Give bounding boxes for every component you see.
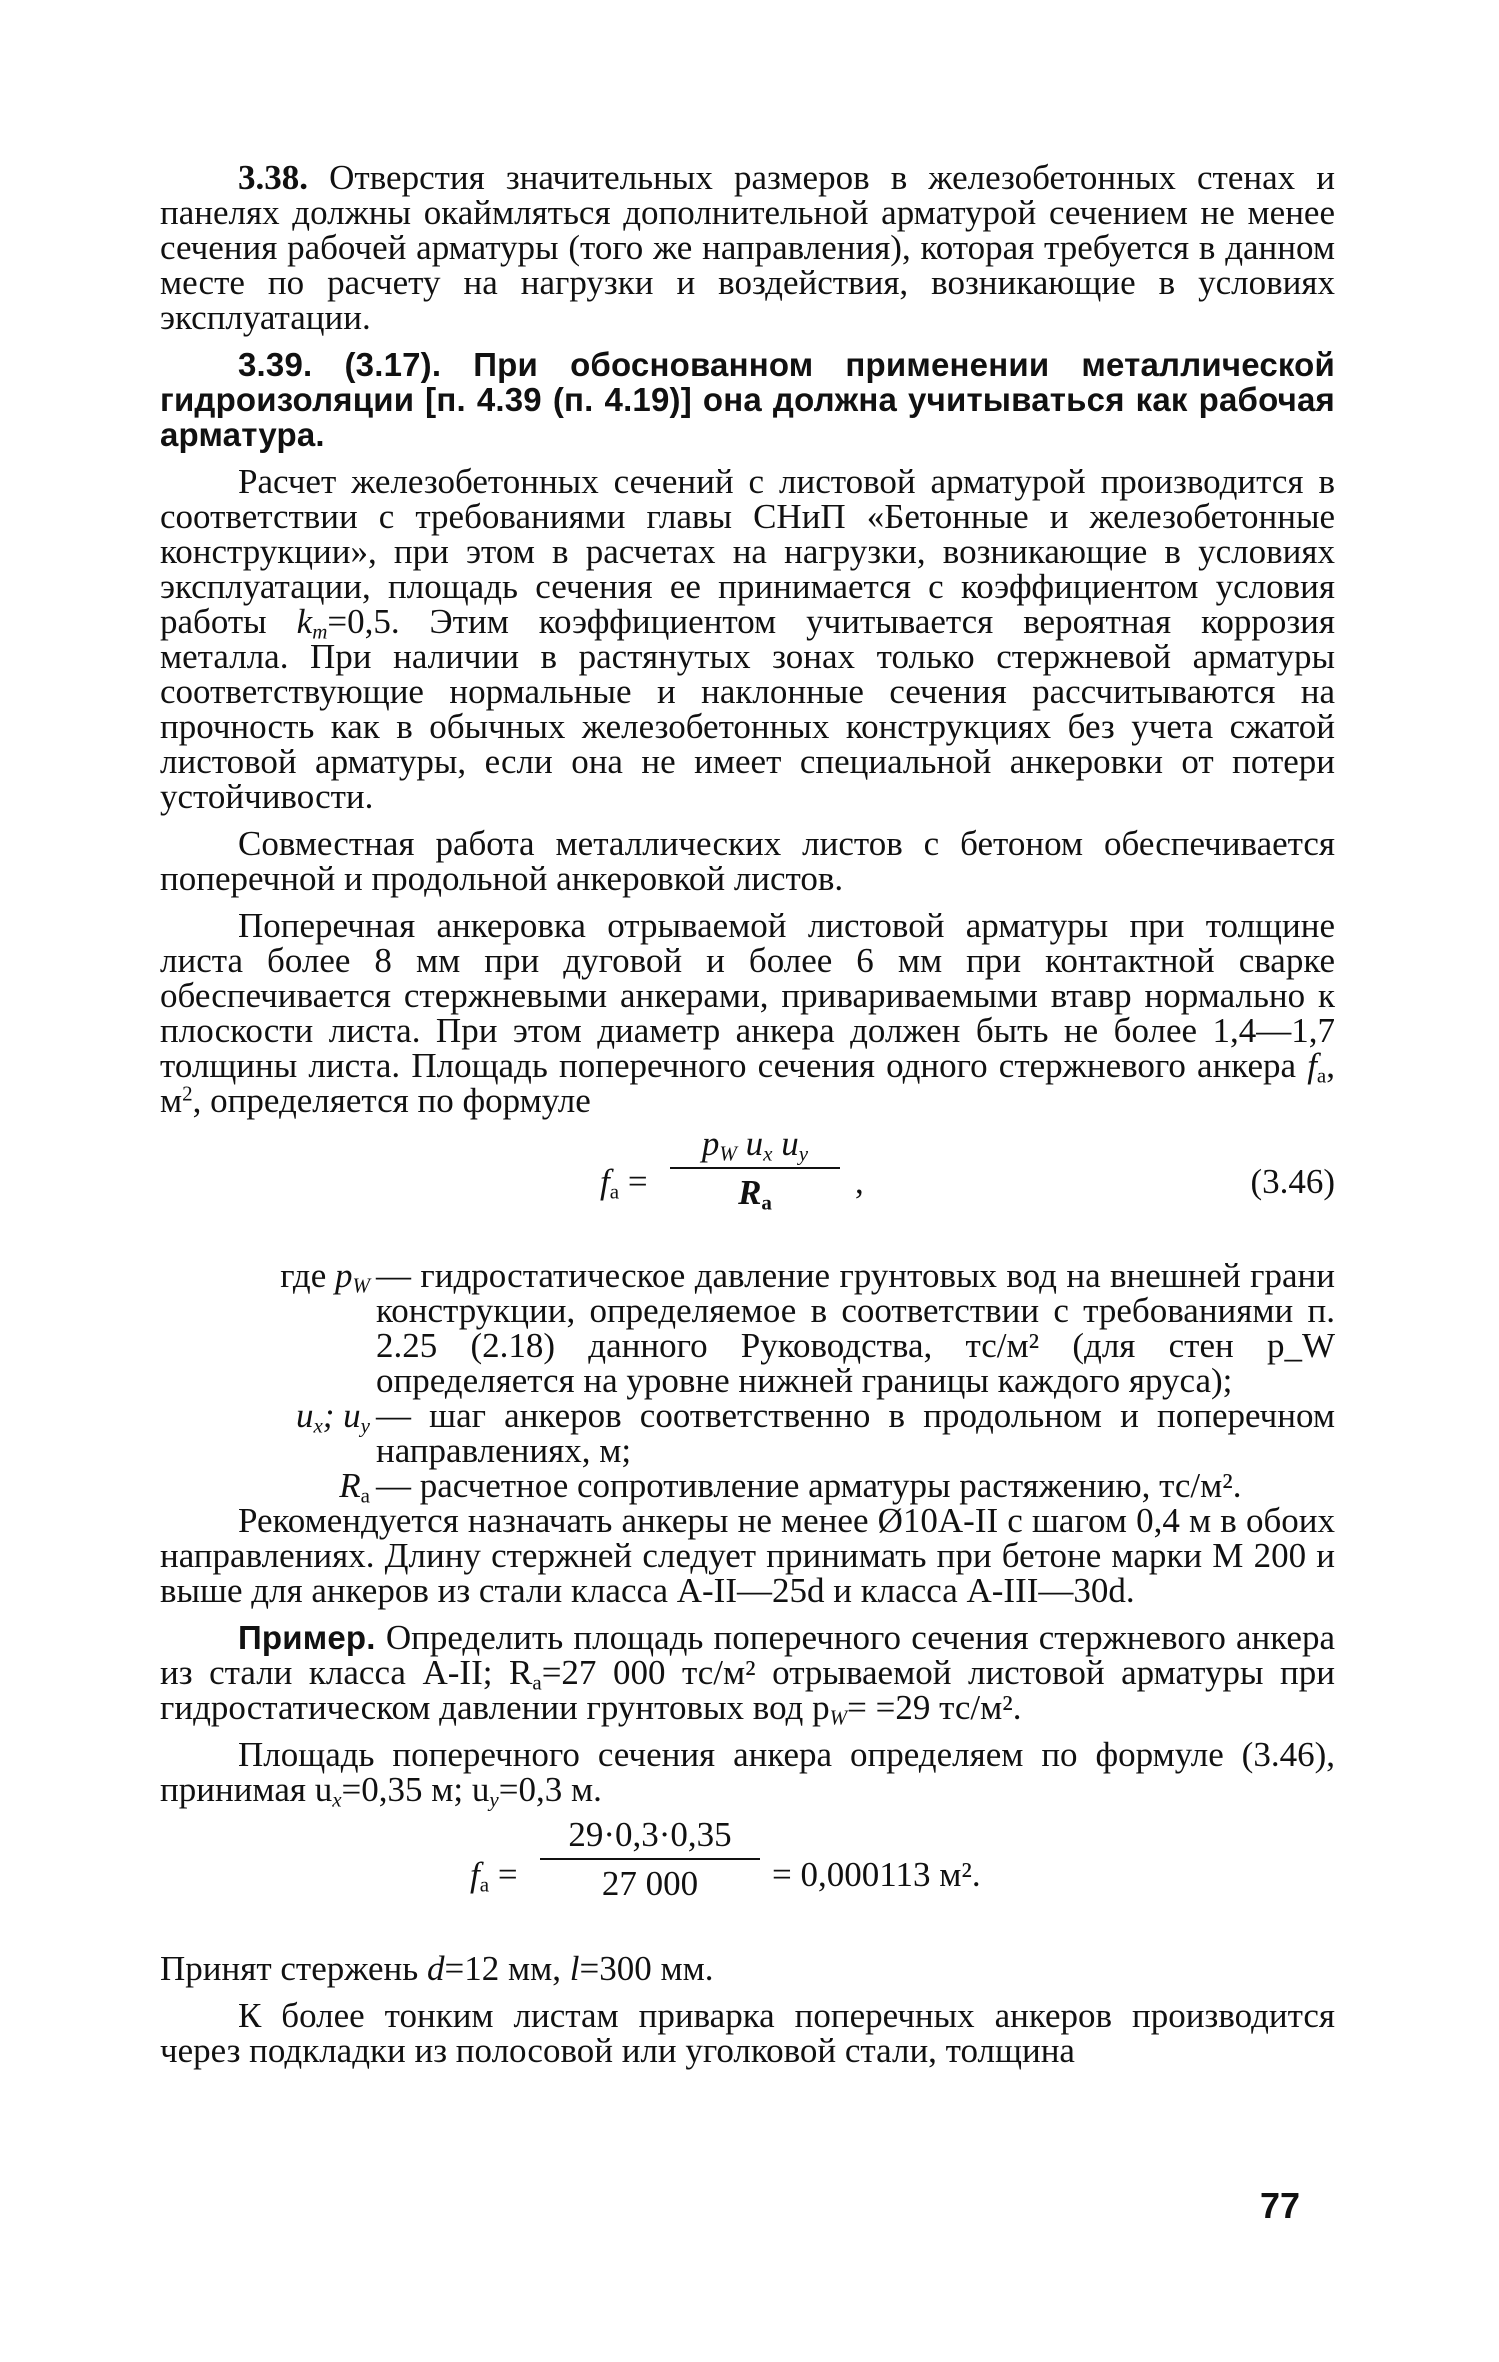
symbol-f: f [470,1855,480,1894]
formula-denominator: 27 000 [601,1864,699,1903]
page-number: 77 [1260,2185,1301,2226]
definition-description: — гидростатическое давление грунтовых вод на внешней грани конструкции, определяемое в соответствии с требованиями п. 2.25 (2.18) данного Руководства, тс/м² (для стен p_W определяется на уровне нижней границы каждого яруса); [376,1256,1335,1400]
symbol-r: R [738,1173,762,1212]
subscript: а [532,1670,542,1695]
symbol-u: ; u [322,1396,361,1435]
symbol-u: u [736,1124,764,1163]
text-fragment: Поперечная анкеровка отрываемой листовой арматуры при толщине листа более 8 мм при дуговой и более 6 мм при контактной сварке обеспечивается стержневыми анкерами, привариваемыми втавр нормально к плоскости листа. При этом диаметр анкера должен быть не более 1,4—1,7 толщины листа. Площадь поперечного сечения одного стержневого анкера [160,906,1335,1085]
definition-ux-uy [160,1398,1335,1468]
definition-term [160,1258,376,1398]
symbol-k: k [296,602,313,641]
text-fragment: Принят стержень [160,1949,427,1988]
formula-denominator [670,1169,840,1215]
subscript: а [479,1872,490,1897]
subscript: W [719,1141,737,1166]
equals-sign: = [627,1162,648,1201]
symbol-p: p [701,1124,720,1163]
subscript: y [360,1413,370,1438]
formula-calculation [160,1817,1335,1937]
text-fragment: = =29 тс/м². [847,1688,1022,1727]
text-fragment: =27 000 тс/м² отрываемой листовой арматуры при гидростатическом давлении грунтовых вод p [160,1653,1335,1727]
text-fragment: , определяется по формуле [192,1081,591,1120]
symbol-f: f [1307,1046,1317,1085]
text-fragment: где [280,1256,335,1295]
symbol-u: u [295,1396,314,1435]
paragraph-text: Отверстия значительных размеров в железобетонных стенах и панелях должны окаймляться дополнительной арматурой сечением не менее сечения рабочей арматуры (того же направления), которая требуется в данном месте по расчету на нагрузки и воздействия, возникающие в условиях эксплуатации. [160,158,1335,337]
paragraph-calculation [160,464,1335,814]
superscript: 2 [182,1081,193,1106]
formula-result: = 0,000113 м². [772,1855,981,1894]
text-fragment: Расчет железобетонных сечений с листовой арматурой производится в соответствии с требованиями главы СНиП «Бетонные и железобетонные конструкции», при этом в расчетах на нагрузки, возникающие в условиях эксплуатации, площадь сечения ее принимается с коэффициентом условия работы [160,462,1335,641]
formula-comma: , [855,1162,864,1201]
formula-3-46 [160,1126,1335,1246]
paragraph-3-39 [160,347,1335,452]
symbol-u: u [772,1124,799,1163]
equation-number: (3.46) [1250,1162,1335,1201]
definition-term [160,1466,376,1508]
subscript: W [829,1705,848,1730]
paragraph-thin-sheets: К более тонким листам приварка поперечных анкеров производится через подкладки из полосовой или уголковой стали, толщина [160,1996,1335,2070]
subscript: W [352,1273,370,1298]
definition-ra [160,1466,1335,1508]
subscript: а [609,1179,620,1204]
formula-numerator [670,1126,840,1167]
paragraph-recommendation: Рекомендуется назначать анкеры не менее Ø10А-II с шагом 0,4 м в обоих направлениях. Длину стержней следует принимать при бетоне марки М 200 и выше для анкеров из стали класса А-II—25d и класса А-III—30d. [160,1501,1335,1610]
paragraph-anchoring [160,908,1335,1118]
symbol-p: p [335,1256,353,1295]
formula-fraction [540,1817,760,1901]
text-fragment: =0,35 м; u [341,1770,490,1809]
text-fragment: Площадь поперечного сечения анкера определяем по формуле (3.46), принимая u [160,1735,1335,1809]
equals-sign: = [497,1855,518,1894]
subscript: а [360,1483,370,1508]
text-fragment: , м [160,1046,1335,1120]
text-fragment: Определить площадь поперечного сечения стержневого анкера из стали класса А-II; R [160,1618,1335,1692]
paragraph-text: (3.17). При обоснованном применении металлической гидроизоляции [п. 4.39 (п. 4.19)] она должна учитываться как рабочая арматура. [160,346,1335,453]
paragraph-3-38 [160,160,1335,335]
subscript: m [312,619,328,644]
example-label: Пример. [238,1619,376,1656]
paragraph-area [160,1735,1335,1812]
text-fragment: =12 мм, [444,1949,570,1988]
definition-pw [160,1258,1335,1398]
formula-lhs [600,1162,648,1204]
subscript: а [761,1190,772,1215]
subscript: y [489,1787,499,1812]
subscript: x [313,1413,323,1438]
paragraph-number: 3.39. [238,346,313,383]
subscript: а [1316,1063,1327,1088]
paragraph-joint-work: Совместная работа металлических листов с бетоном обеспечивается поперечной и продольной анкеровкой листов. [160,824,1335,898]
formula-numerator: 29·0,3·0,35 [568,1815,732,1854]
symbol-f: f [600,1162,610,1201]
paragraph-example [160,1618,1335,1730]
formula-lhs [470,1855,518,1897]
symbol-d: d [426,1949,445,1988]
formula-fraction [670,1124,840,1215]
text-fragment: Этим коэффициентом учитывается вероятная коррозия металла. При наличии в растянутых зонах только стержневой арматуры соответствующие нормальные и наклонные сечения рассчитываются на прочность как в обычных железобетонных конструкциях без учета сжатой листовой арматуры, если она не имеет специальной анкеровки от потери устойчивости. [160,602,1335,816]
text-fragment: =0,5. [327,602,400,641]
subscript: y [798,1141,809,1166]
symbol-r: R [339,1466,361,1505]
definition-term [160,1398,376,1468]
definition-description: — расчетное сопротивление арматуры растяжению, тс/м². [376,1466,1242,1505]
paragraph-number: 3.38. [238,158,308,197]
paragraph-accepted [160,1951,1335,1986]
text-fragment: =0,3 м. [498,1770,602,1809]
document-page [160,160,1335,2068]
text-fragment: =300 мм. [579,1949,714,1988]
subscript: x [763,1141,773,1166]
subscript: x [332,1787,342,1812]
symbol-l: l [569,1949,580,1988]
definition-description: — шаг анкеров соответственно в продольном и поперечном направлениях, м; [376,1396,1335,1470]
